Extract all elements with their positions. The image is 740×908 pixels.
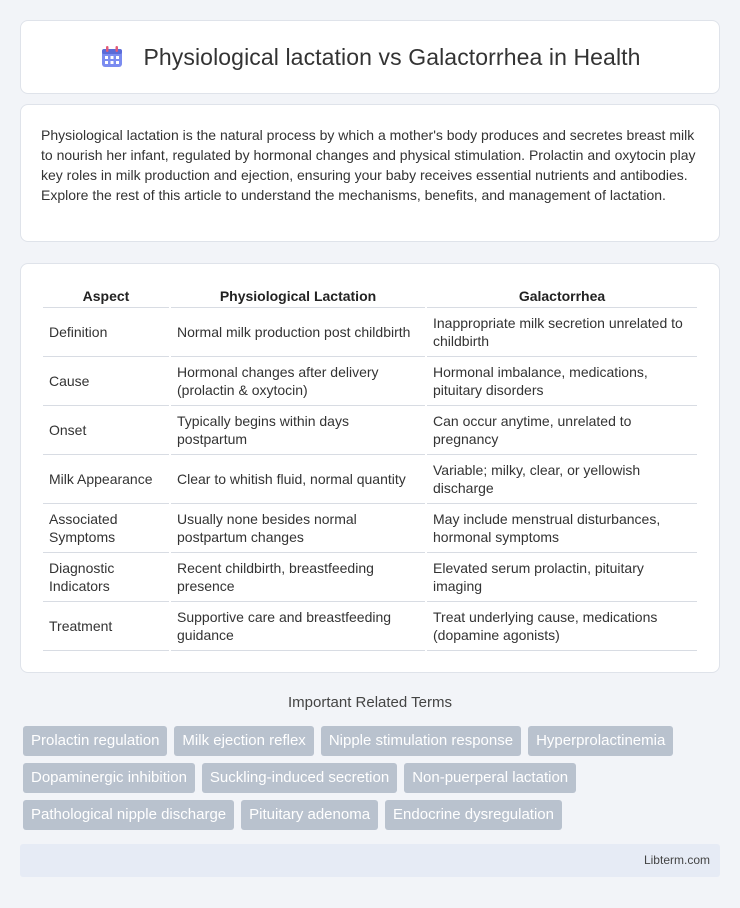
related-term-tag[interactable]: Milk ejection reflex	[174, 726, 313, 756]
footer-bar	[20, 844, 720, 877]
related-term-tag[interactable]: Prolactin regulation	[23, 726, 167, 756]
comparison-table-card	[20, 263, 720, 673]
page-title: Physiological lactation vs Galactorrhea in Health	[143, 43, 641, 70]
header-title-wrap	[99, 44, 640, 71]
table-row	[43, 357, 697, 406]
table-row	[43, 504, 697, 553]
header-aspect: Aspect	[43, 284, 169, 308]
related-term-tag[interactable]: Dopaminergic inhibition	[23, 763, 195, 793]
cell-aspect: Associated Symptoms	[43, 504, 169, 553]
related-term-tag[interactable]: Non-puerperal lactation	[404, 763, 576, 793]
related-terms-heading: Important Related Terms	[288, 694, 452, 711]
related-term-tag[interactable]: Nipple stimulation response	[321, 726, 521, 756]
header-physiological-lactation: Physiological Lactation	[171, 284, 425, 308]
cell-lactation: Recent childbirth, breastfeeding presence	[171, 553, 425, 602]
cell-aspect: Treatment	[43, 602, 169, 651]
related-term-tag[interactable]: Endocrine dysregulation	[385, 800, 562, 830]
table-row	[43, 455, 697, 504]
table-row	[43, 553, 697, 602]
cell-galactorrhea: Treat underlying cause, medications (dopamine agonists)	[427, 602, 697, 651]
table-row	[43, 602, 697, 651]
cell-lactation: Hormonal changes after delivery (prolactin & oxytocin)	[171, 357, 425, 406]
header-galactorrhea: Galactorrhea	[427, 284, 697, 308]
cell-aspect: Milk Appearance	[43, 455, 169, 504]
intro-card	[20, 104, 720, 242]
cell-galactorrhea: Hormonal imbalance, medications, pituitary disorders	[427, 357, 697, 406]
cell-lactation: Normal milk production post childbirth	[171, 308, 425, 357]
table-header-row	[43, 284, 697, 308]
cell-galactorrhea: Variable; milky, clear, or yellowish discharge	[427, 455, 697, 504]
cell-lactation: Clear to whitish fluid, normal quantity	[171, 455, 425, 504]
cell-aspect: Cause	[43, 357, 169, 406]
cell-lactation: Usually none besides normal postpartum changes	[171, 504, 425, 553]
related-term-tag[interactable]: Suckling-induced secretion	[202, 763, 397, 793]
related-term-tag[interactable]: Pituitary adenoma	[241, 800, 378, 830]
cell-galactorrhea: Can occur anytime, unrelated to pregnancy	[427, 406, 697, 455]
table-row	[43, 406, 697, 455]
cell-galactorrhea: May include menstrual disturbances, hormonal symptoms	[427, 504, 697, 553]
header-card	[20, 20, 720, 94]
cell-galactorrhea: Inappropriate milk secretion unrelated to childbirth	[427, 308, 697, 357]
related-term-tag[interactable]: Hyperprolactinemia	[528, 726, 673, 756]
cell-lactation: Supportive care and breastfeeding guidance	[171, 602, 425, 651]
related-terms-list	[23, 726, 723, 830]
cell-aspect: Onset	[43, 406, 169, 455]
cell-aspect: Definition	[43, 308, 169, 357]
cell-galactorrhea: Elevated serum prolactin, pituitary imaging	[427, 553, 697, 602]
cell-lactation: Typically begins within days postpartum	[171, 406, 425, 455]
footer-brand-link[interactable]: Libterm.com	[643, 853, 710, 867]
calendar-icon	[99, 44, 125, 70]
related-term-tag[interactable]: Pathological nipple discharge	[23, 800, 234, 830]
table-row	[43, 308, 697, 357]
cell-aspect: Diagnostic Indicators	[43, 553, 169, 602]
comparison-table	[41, 284, 699, 651]
intro-paragraph: Physiological lactation is the natural process by which a mother's body produces and secretes breast milk to nourish her infant, regulated by hormonal changes and physical stimulation. Prolactin and oxytocin play key roles in milk production and ejection, ensuring your baby receives essential nutrients and antibodies. Explore the rest of this article to understand the mechanisms, benefits, and management of lactation.	[41, 127, 696, 203]
